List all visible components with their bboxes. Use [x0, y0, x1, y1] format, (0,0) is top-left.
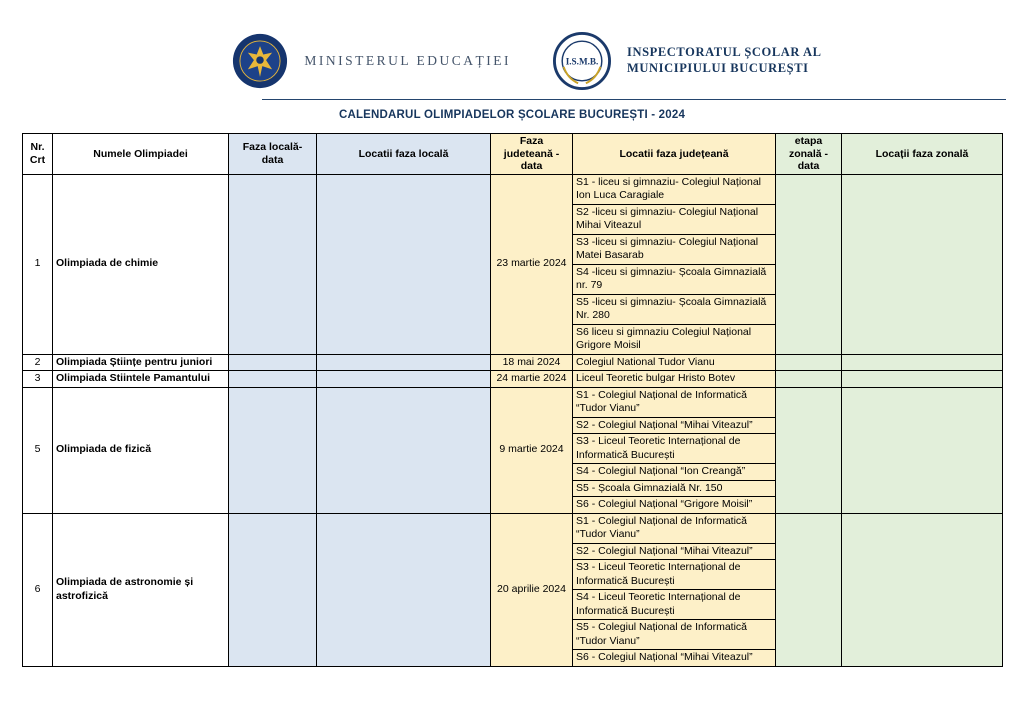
zonal-phase-locations	[842, 371, 1003, 388]
county-phase-location: S1 - Colegiul Național de Informatică “Tudor Vianu”	[573, 513, 776, 543]
olympiad-row	[23, 513, 1003, 543]
calendar-table-head	[23, 134, 1003, 175]
column-header-name: Numele Olimpiadei	[53, 134, 229, 175]
county-phase-location: S2 -liceu si gimnaziu- Colegiul Național Mihai Viteazul	[573, 204, 776, 234]
column-header-nr: Nr. Crt	[23, 134, 53, 175]
document-header	[0, 0, 1024, 121]
local-phase-locations	[317, 354, 491, 371]
government-coat-of-arms-icon	[232, 33, 288, 89]
county-phase-location: S4 - Liceul Teoretic Internațional de Informatică București	[573, 590, 776, 620]
county-phase-location: S1 - liceu si gimnaziu- Colegiul Național Ion Luca Caragiale	[573, 174, 776, 204]
county-phase-date: 23 martie 2024	[491, 174, 573, 354]
ismb-badge-icon	[553, 32, 611, 90]
local-phase-date	[229, 387, 317, 513]
row-number: 2	[23, 354, 53, 371]
zonal-phase-date	[776, 513, 842, 666]
county-phase-date: 24 martie 2024	[491, 371, 573, 388]
olympiad-row	[23, 387, 1003, 417]
column-header-zon_date: etapa zonală - data	[776, 134, 842, 175]
inspectorate-label-line2: MUNICIPIULUI BUCUREȘTI	[626, 61, 809, 75]
ministry-label: MINISTERUL EDUCAȚIEI	[304, 53, 511, 68]
local-phase-date	[229, 354, 317, 371]
county-phase-location: S3 - Liceul Teoretic Internațional de Informatică București	[573, 560, 776, 590]
row-number: 6	[23, 513, 53, 666]
calendar-table	[22, 133, 1003, 667]
county-phase-location: S5 -liceu si gimnaziu- Școala Gimnazială Nr. 280	[573, 294, 776, 324]
logo-row	[30, 30, 1024, 92]
county-phase-location: S2 - Colegiul Național “Mihai Viteazul”	[573, 543, 776, 560]
calendar-table-body	[23, 174, 1003, 666]
local-phase-date	[229, 174, 317, 354]
county-phase-location: Colegiul National Tudor Vianu	[573, 354, 776, 371]
county-phase-date: 20 aprilie 2024	[491, 513, 573, 666]
county-phase-location: S3 -liceu si gimnaziu- Colegiul Național Matei Basarab	[573, 234, 776, 264]
zonal-phase-locations	[842, 354, 1003, 371]
local-phase-locations	[317, 387, 491, 513]
county-phase-location: S4 - Colegiul Național “Ion Creangă”	[573, 464, 776, 481]
column-header-jud_date: Faza judeteană - data	[491, 134, 573, 175]
zonal-phase-date	[776, 354, 842, 371]
county-phase-location: S6 - Colegiul Național “Mihai Viteazul”	[573, 650, 776, 667]
county-phase-location: S2 - Colegiul Național “Mihai Viteazul”	[573, 417, 776, 434]
zonal-phase-date	[776, 371, 842, 388]
county-phase-date: 18 mai 2024	[491, 354, 573, 371]
romanian-government-logo	[232, 33, 288, 89]
local-phase-date	[229, 513, 317, 666]
olympiad-name: Olimpiada de astronomie și astrofizică	[53, 513, 229, 666]
county-phase-location: S4 -liceu si gimnaziu- Școala Gimnazială nr. 79	[573, 264, 776, 294]
county-phase-date: 9 martie 2024	[491, 387, 573, 513]
county-phase-location: Liceul Teoretic bulgar Hristo Botev	[573, 371, 776, 388]
zonal-phase-date	[776, 174, 842, 354]
local-phase-date	[229, 371, 317, 388]
page-title: CALENDARUL OLIMPIADELOR ȘCOLARE BUCUREȘTI - 2024	[338, 109, 686, 121]
county-phase-location: S1 - Colegiul Național de Informatică “Tudor Vianu”	[573, 387, 776, 417]
olympiad-row	[23, 354, 1003, 371]
header-row	[23, 134, 1003, 175]
olympiad-row	[23, 371, 1003, 388]
county-phase-location: S6 - Colegiul Național “Grigore Moisil”	[573, 497, 776, 514]
zonal-phase-locations	[842, 387, 1003, 513]
county-phase-location: S5 - Colegiul Național de Informatică “Tudor Vianu”	[573, 620, 776, 650]
olympiad-name: Olimpiada Științe pentru juniori	[53, 354, 229, 371]
column-header-local_locations: Locatii faza locală	[317, 134, 491, 175]
zonal-phase-locations	[842, 513, 1003, 666]
ismb-badge-text: I.S.M.B.	[565, 56, 599, 67]
local-phase-locations	[317, 513, 491, 666]
inspectorate-label	[627, 45, 822, 76]
olympiad-name: Olimpiada Stiintele Pamantului	[53, 371, 229, 388]
county-phase-location: S6 liceu si gimnaziu Colegiul Național Grigore Moisil	[573, 324, 776, 354]
inspectorate-label-line1: INSPECTORATUL ȘCOLAR AL	[626, 45, 822, 60]
row-number: 3	[23, 371, 53, 388]
olympiad-name: Olimpiada de chimie	[53, 174, 229, 354]
column-header-jud_locations: Locatii faza județeană	[573, 134, 776, 175]
header-divider	[262, 99, 1006, 100]
local-phase-locations	[317, 174, 491, 354]
row-number: 5	[23, 387, 53, 513]
local-phase-locations	[317, 371, 491, 388]
zonal-phase-date	[776, 387, 842, 513]
olympiad-row	[23, 174, 1003, 204]
olympiad-name: Olimpiada de fizică	[53, 387, 229, 513]
column-header-local_date: Faza locală- data	[229, 134, 317, 175]
county-phase-location: S5 - Școala Gimnazială Nr. 150	[573, 480, 776, 497]
ismb-logo	[553, 32, 611, 90]
column-header-zon_locations: Locații faza zonală	[842, 134, 1003, 175]
zonal-phase-locations	[842, 174, 1003, 354]
row-number: 1	[23, 174, 53, 354]
county-phase-location: S3 - Liceul Teoretic Internațional de Informatică București	[573, 434, 776, 464]
